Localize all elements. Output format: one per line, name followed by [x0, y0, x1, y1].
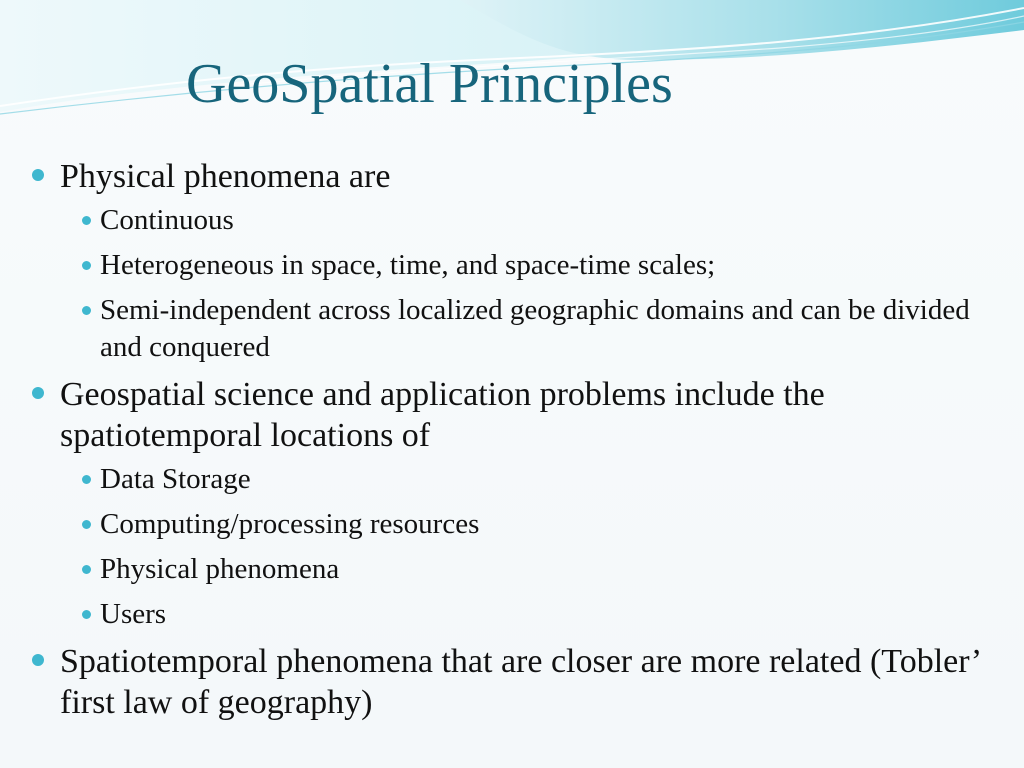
sub-bullet-item	[60, 292, 1000, 366]
bullet-geospatial-problems	[30, 374, 1000, 633]
sub-bullet-text: Physical phenomena	[100, 553, 340, 585]
sub-bullet-text: Continuous	[100, 204, 234, 236]
sub-bullet-item	[60, 596, 1000, 633]
sub-bullet-dot-icon	[82, 610, 91, 619]
bullet-text: Physical phenomena are	[60, 158, 391, 195]
sub-bullet-text: Data Storage	[100, 463, 251, 495]
sub-bullet-dot-icon	[82, 261, 91, 270]
bullet-dot-icon	[32, 654, 44, 666]
slide-body	[30, 156, 1000, 726]
sub-bullet-item	[60, 247, 1000, 284]
sub-bullet-list	[60, 202, 1000, 366]
sub-bullet-text: Semi-independent across localized geographic domains and can be divided and conquered	[100, 294, 970, 363]
sub-bullet-item	[60, 506, 1000, 543]
sub-bullet-dot-icon	[82, 216, 91, 225]
sub-bullet-text: Users	[100, 598, 167, 630]
bullet-tobler-law	[30, 641, 1000, 723]
sub-bullet-dot-icon	[82, 520, 91, 529]
sub-bullet-item	[60, 551, 1000, 588]
bullet-text: Spatiotemporal phenomena that are closer are more related (Tobler’ first law of geography)	[60, 643, 980, 721]
bullet-physical-phenomena	[30, 156, 1000, 366]
sub-bullet-text: Heterogeneous in space, time, and space-time scales;	[100, 249, 716, 281]
sub-bullet-item	[60, 461, 1000, 498]
bullet-list	[30, 156, 1000, 723]
sub-bullet-dot-icon	[82, 306, 91, 315]
sub-bullet-text: Computing/processing resources	[100, 508, 480, 540]
sub-bullet-list	[60, 461, 1000, 633]
sub-bullet-item	[60, 202, 1000, 239]
bullet-dot-icon	[32, 387, 44, 399]
sub-bullet-dot-icon	[82, 475, 91, 484]
slide-title: GeoSpatial Principles	[186, 53, 673, 115]
bullet-text: Geospatial science and application problems include the spatiotemporal locations of	[60, 376, 825, 454]
bullet-dot-icon	[32, 169, 44, 181]
sub-bullet-dot-icon	[82, 565, 91, 574]
